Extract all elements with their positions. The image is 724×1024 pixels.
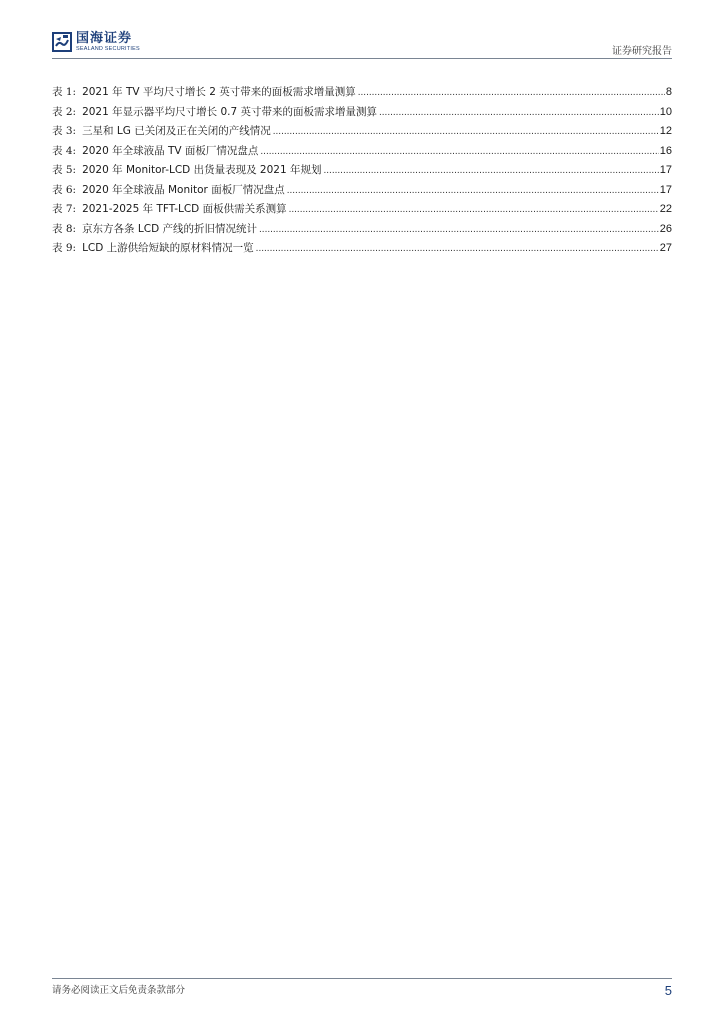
toc-entry-page: 22	[659, 203, 672, 215]
toc-entry-page: 8	[665, 86, 672, 98]
toc-leader-dots	[379, 106, 659, 119]
toc-entry-page: 26	[659, 222, 672, 235]
sealand-logo-icon	[52, 32, 72, 52]
toc-entry-label: 表 6:	[52, 183, 77, 196]
toc-entry-label: 表 5:	[52, 164, 77, 176]
page-header	[52, 30, 672, 59]
page-footer	[52, 978, 672, 999]
toc-leader-dots	[256, 242, 659, 255]
toc-entry[interactable]	[52, 203, 672, 223]
toc-entry-page: 12	[659, 125, 672, 137]
logo-chinese-name: 国海证券	[76, 31, 133, 46]
toc-entry[interactable]	[52, 184, 672, 204]
toc-entry-label: 表 4:	[52, 144, 77, 157]
toc-entry-label: 表 3:	[52, 125, 77, 137]
toc-entry-page: 16	[659, 144, 672, 157]
page-number: 5	[664, 983, 672, 998]
toc-entry-page: 17	[659, 164, 672, 176]
toc-entry[interactable]	[52, 242, 672, 262]
toc-entry-title: 三星和 LG 已关闭及正在关闭的产线情况	[82, 125, 271, 137]
toc-entry[interactable]	[52, 145, 672, 165]
toc-entry-title: 2021 年显示器平均尺寸增长 0.7 英寸带来的面板需求增量测算	[82, 105, 377, 118]
toc-entry-title: LCD 上游供给短缺的原材料情况一览	[82, 242, 254, 254]
document-type-label: 证券研究报告	[612, 46, 672, 57]
toc-entry[interactable]	[52, 106, 672, 126]
toc-entry-label: 表 1:	[52, 86, 77, 98]
toc-entry-title: 2021-2025 年 TFT-LCD 面板供需关系测算	[82, 203, 287, 215]
toc-leader-dots	[260, 145, 658, 158]
table-of-tables	[52, 86, 672, 262]
toc-entry-label: 表 2:	[52, 105, 77, 118]
toc-entry-page: 10	[659, 105, 672, 118]
toc-entry-title: 京东方各条 LCD 产线的折旧情况统计	[82, 222, 258, 235]
toc-leader-dots	[259, 223, 659, 236]
toc-entry[interactable]	[52, 164, 672, 184]
toc-entry[interactable]	[52, 86, 672, 106]
toc-leader-dots	[289, 203, 659, 216]
toc-entry-title: 2020 年全球液晶 TV 面板厂情况盘点	[82, 144, 259, 157]
toc-entry[interactable]	[52, 223, 672, 243]
toc-entry[interactable]	[52, 125, 672, 145]
toc-entry-title: 2020 年全球液晶 Monitor 面板厂情况盘点	[82, 183, 285, 196]
logo-english-name: SEALAND SECURITIES	[76, 46, 140, 52]
toc-leader-dots	[358, 86, 665, 99]
toc-entry-page: 17	[659, 183, 672, 196]
toc-entry-title: 2021 年 TV 平均尺寸增长 2 英寸带来的面板需求增量测算	[82, 86, 356, 98]
toc-entry-label: 表 8:	[52, 222, 77, 235]
toc-entry-title: 2020 年 Monitor-LCD 出货量表现及 2021 年规划	[82, 164, 322, 176]
sealand-logo	[52, 32, 140, 56]
toc-leader-dots	[287, 184, 659, 197]
toc-entry-page: 27	[659, 242, 672, 254]
toc-entry-label: 表 7:	[52, 203, 77, 215]
toc-entry-label: 表 9:	[52, 242, 77, 254]
disclaimer-text: 请务必阅读正文后免责条款部分	[52, 985, 186, 996]
toc-leader-dots	[324, 164, 659, 177]
toc-leader-dots	[273, 125, 659, 138]
